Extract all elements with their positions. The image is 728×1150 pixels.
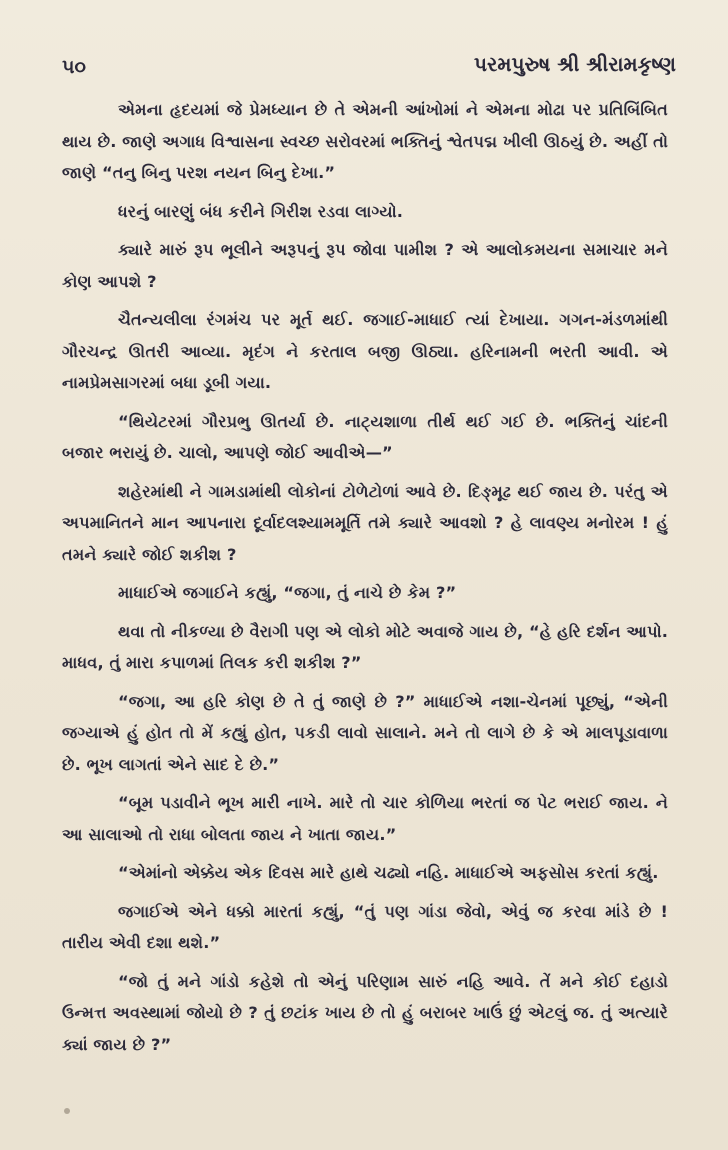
body-text [62, 94, 668, 1067]
paragraph: “જો તું મને ગાંડો કહેશે તો એનું પરિણામ સારું નહિ આવે. તેં મને કોઈ દહાડો ઉન્મત્ત અવસ્થામાં જોયો છે ? તું છટાંક ખાય છે તો હું બરાબર ખાઉં છું એટલું જ. તું અત્યારે ક્યાં જાય છે ?” [62, 971, 668, 1054]
paragraph: ક્યારે મારું રૂપ ભૂલીને અરૂપનું રૂપ જોવા પામીશ ? એ આલોકમયના સમાચાર મને કોણ આપશે ? [62, 240, 668, 291]
paragraph: જગાઈએ એને ધક્કો મારતાં કહ્યું, “તું પણ ગાંડા જેવો, એવું જ કરવા માંડે છે ! તારીય એવી દશા થશે.” [62, 901, 668, 952]
paragraph: શહેરમાંથી ને ગામડામાંથી લોકોનાં ટોળેટોળાં આવે છે. દિઙ્મૂઢ થઈ જાય છે. પરંતુ એ અપમાનિતને માન આપનારા દૂર્વાદલશ્યામમૂર્તિ તમે ક્યારે આવશો ? હે લાવણ્ય મનોરમ ! હું તમને ક્યારે જોઈ શકીશ ? [62, 481, 668, 564]
paragraph: “થિયેટરમાં ગૌરપ્રભુ ઊતર્યા છે. નાટ્યશાળા તીર્થ થઈ ગઈ છે. ભક્તિનું ચાંદની બજાર ભરાયું છે. ચાલો, આપણે જોઈ આવીએ—” [62, 411, 668, 462]
paragraph: “જગા, આ હરિ કોણ છે તે તું જાણે છે ?” માધાઈએ નશા-ચેનમાં પૂછ્યું, “એની જગ્યાએ હું હોત તો મેં કહ્યું હોત, પકડી લાવો સાલાને. મને તો લાગે છે કે એ માલપૂડાવાળા છે. ભૂખ લાગતાં એને સાદ દે છે.” [62, 691, 668, 774]
paragraph: માધાઈએ જગાઈને કહ્યું, “જગા, તું નાચે છે કેમ ?” [118, 583, 457, 602]
paragraph: એમના હૃદયમાં જે પ્રેમધ્યાન છે તે એમની આંખોમાં ને એમના મોઢા પર પ્રતિબિંબિત થાય છે. જાણે અગાધ વિશ્વાસના સ્વચ્છ સરોવરમાં ભક્તિનું શ્વેતપદ્મ ખીલી ઊઠયું છે. અહીં તો જાણે “તનુ બિનુ પરશ નયન બિનુ દેખા.” [62, 100, 668, 182]
page-number: ૫૦ [62, 56, 86, 78]
ink-speck [64, 1108, 70, 1114]
paragraph: ધરનું બારણું બંધ કરીને ગિરીશ રડવા લાગ્યો. [118, 201, 403, 221]
running-title: પરમપુરુષ શ્રી શ્રીરામકૃષ્ણ [474, 52, 676, 76]
paragraph: “બૂમ પડાવીને ભૂખ મારી નાખે. મારે તો ચાર કોળિયા ભરતાં જ પેટ ભરાઈ જાય. ને આ સાલાઓ તો રાધા બોલતા જાય ને ખાતા જાય.” [62, 793, 668, 844]
paragraph: થવા તો નીકળ્યા છે વૈરાગી પણ એ લોકો મોટે અવાજે ગાય છે, “હે હરિ દર્શન આપો. માધવ, તું મારા કપાળમાં તિલક કરી શકીશ ?” [62, 621, 668, 672]
paragraph: ચૈતન્યલીલા રંગમંચ પર મૂર્ત થઈ. જગાઈ-માધાઈ ત્યાં દેખાયા. ગગન-મંડળમાંથી ગૌરચન્દ્ર ઊતરી આવ્યા. મૃદંગ ને કરતાલ બજી ઊઠ્યા. હરિનામની ભરતી આવી. એ નામપ્રેમસાગરમાં બધા ડૂબી ગયા. [62, 310, 668, 392]
paragraph: “એમાંનો એક્કેય એક દિવસ મારે હાથે ચઢ્યો નહિ. માધાઈએ અફસોસ કરતાં કહ્યું. [118, 863, 659, 882]
page-header [0, 44, 728, 84]
